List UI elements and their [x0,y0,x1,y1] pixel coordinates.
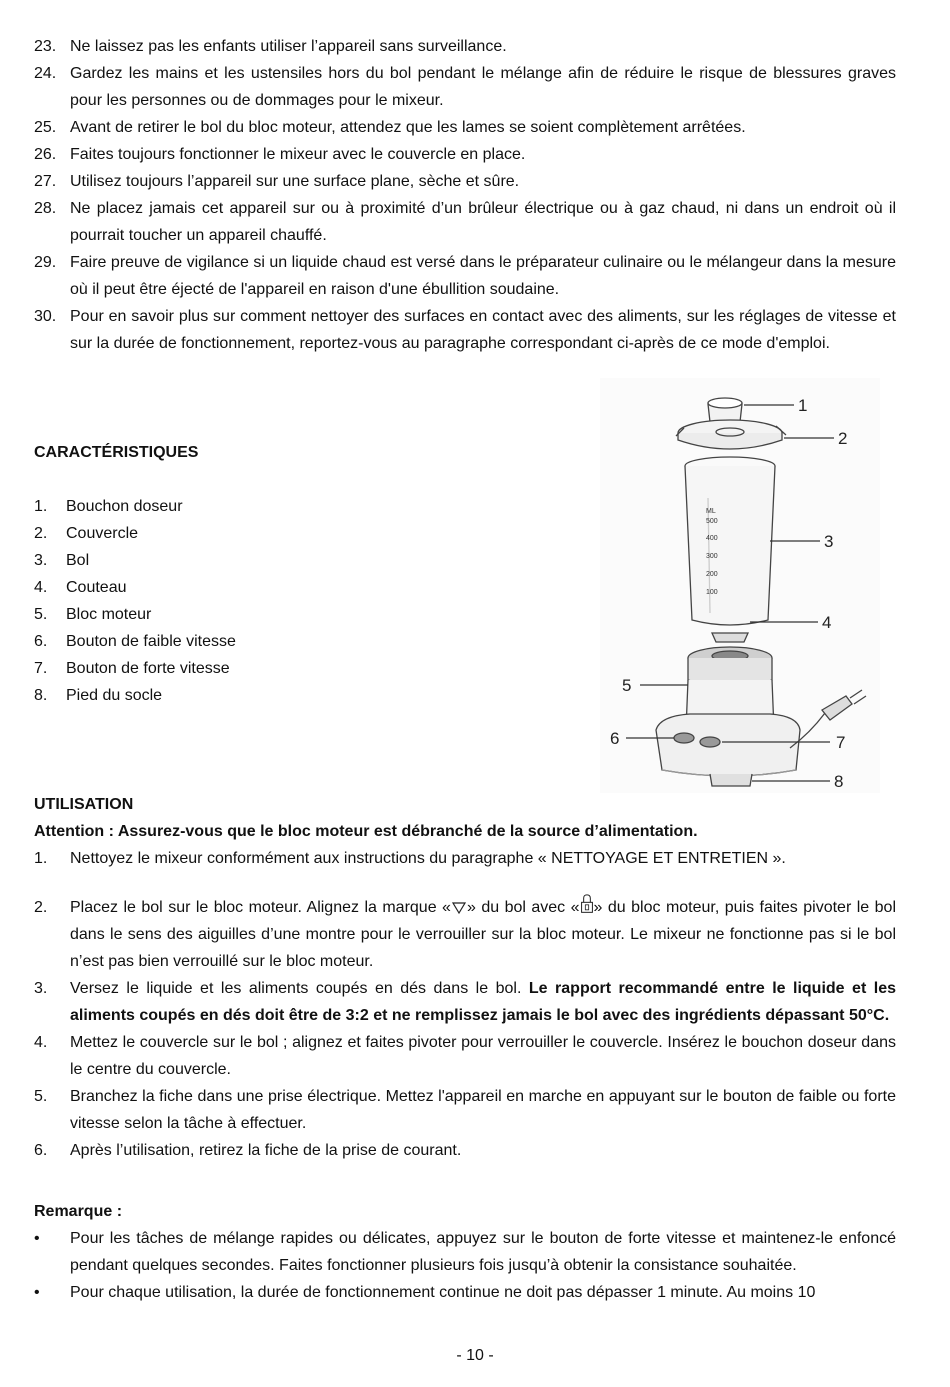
scale-500: 500 [706,518,718,525]
list-item: 23. Ne laissez pas les enfants utiliser l’appareil sans surveillance. [34,38,507,55]
list-item: 8. Pied du socle [34,687,163,704]
page-number: - 10 - [456,1347,494,1364]
list-item: 6. Bouton de faible vitesse [34,633,236,650]
list-item: 4. Mettez le couvercle sur le bol ; alignez et faites pivoter pour verrouiller le couvercle. Insérez le bouchon doseur dans le centre du couvercle. [34,1034,896,1078]
bullet-dot: • [34,1230,40,1247]
base-foot [656,714,800,776]
scale-ml: ML [706,508,716,515]
foot-pad [710,774,752,786]
list-item: 30. Pour en savoir plus sur comment nettoyer des surfaces en contact avec des aliments, sur les réglages de vitesse et sur la durée de fonctionnement, reportez-vous au paragraphe correspondant ci-après de ce mode d'emploi. [34,308,896,352]
callout-3: 3 [824,532,834,551]
blade-unit [712,633,748,642]
measuring-cap-top [708,398,742,408]
scale-400: 400 [706,535,718,542]
list-item: 1. Nettoyez le mixeur conformément aux instructions du paragraphe « NETTOYAGE ET ENTRETIEN ». [34,850,786,867]
lock-icon [580,894,594,914]
jar [685,466,775,625]
callout-1: 1 [798,396,808,415]
callout-8: 8 [834,772,844,791]
usage-attention: Attention : Assurez-vous que le bloc moteur est débranché de la source d’alimentation. [34,823,698,840]
features-heading: CARACTÉRISTIQUES [34,444,199,461]
scale-100: 100 [706,589,718,596]
blender-diagram [600,378,880,793]
callout-5: 5 [622,676,632,695]
list-item: 28. Ne placez jamais cet appareil sur ou à proximité d’un brûleur électrique ou à gaz chaud, ni dans un endroit où il pourrait toucher un appareil chauffé. [34,200,896,244]
list-item: 1. Bouchon doseur [34,498,183,515]
usage-steps [34,845,896,1164]
features-list [34,493,236,709]
list-item: 26. Faites toujours fonctionner le mixeur avec le couvercle en place. [34,146,526,163]
list-item: 6. Après l’utilisation, retirez la fiche de la prise de courant. [34,1142,462,1159]
list-item: 2. Couvercle [34,525,139,542]
list-item: 4. Couteau [34,579,127,596]
list-item: 3. Versez le liquide et les aliments coupés en dés dans le bol. Le rapport recommandé entre le liquide et les aliments coupés en dés doit être de 3:2 et ne remplissez jamais le bol avec des ingrédients dépassant 50°C. [34,980,897,1024]
list-item: 5. Branchez la fiche dans une prise électrique. Mettez l'appareil en marche en appuyant sur le bouton de faible ou forte vitesse selon la tâche à effectuer. [34,1088,896,1132]
list-item: 5. Bloc moteur [34,606,152,623]
list-item: 7. Bouton de forte vitesse [34,660,230,677]
bullet-item: • Pour les tâches de mélange rapides ou délicates, appuyez sur le bouton de forte vitesse et maintenez-le enfoncé pendant quelques secondes. Faites fonctionner plusieurs fois jusqu’à obtenir la consistance souhaitée. [34,1225,896,1279]
safety-list [34,33,896,357]
triangle-mark-icon [451,901,467,915]
list-item: 3. Bol [34,552,90,569]
high-speed-button [700,737,720,747]
list-item: 29. Faire preuve de vigilance si un liquide chaud est versé dans le préparateur culinaire ou le mélangeur dans la mesure où il peut être éjecté de l'appareil en raison d'une ébullition soudaine. [34,254,896,298]
bullet-dot: • [34,1284,40,1301]
usage-heading: UTILISATION [34,796,134,813]
remark-bullets [34,1225,896,1306]
scale-300: 300 [706,553,718,560]
callout-7: 7 [836,733,846,752]
scale-200: 200 [706,571,718,578]
list-item: 2. Placez le bol sur le bloc moteur. Alignez la marque « » du bol avec « » du bloc moteur, puis faites pivoter le bol dans le sens des aiguilles d’une montre pour le verrouiller sur la bloc moteur. Le mixeur ne fonctionne pas si le bol n’est pas bien verrouillé sur le bloc moteur. [34,894,896,975]
remark-heading: Remarque : [34,1203,123,1220]
callout-2: 2 [838,429,848,448]
low-speed-button [674,733,694,743]
callout-4: 4 [822,613,832,632]
callout-6: 6 [610,729,620,748]
list-item: 24. Gardez les mains et les ustensiles hors du bol pendant le mélange afin de réduire le risque de blessures graves pour les personnes ou de dommages pour le mixeur. [34,65,896,109]
bullet-item: • Pour chaque utilisation, la durée de fonctionnement continue ne doit pas dépasser 1 minute. Au moins 10 [34,1279,896,1306]
list-item: 27. Utilisez toujours l’appareil sur une surface plane, sèche et sûre. [34,173,520,190]
list-item: 25. Avant de retirer le bol du bloc moteur, attendez que les lames se soient complètement arrêtées. [34,119,746,136]
